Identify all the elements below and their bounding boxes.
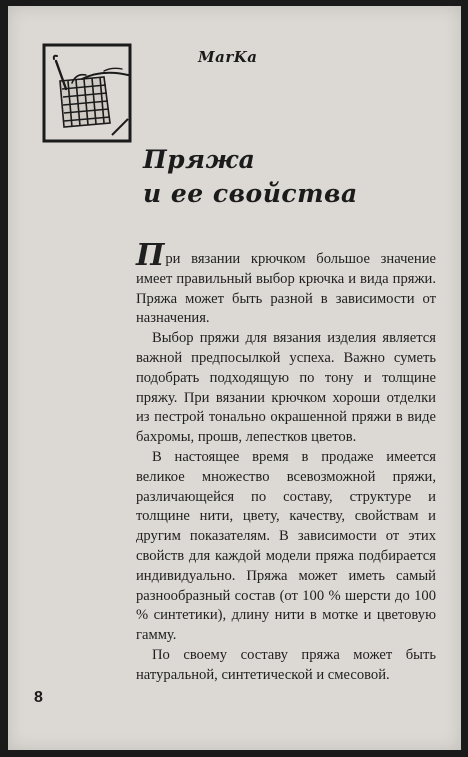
paragraph: Выбор пряжи для вязания изделия является важной предпосылкой успеха. Важно суметь подобрать подходящую по тону и толщине пряжу. При вязании крючком хороши отделки из пестрой тонально окрашенной пряжи в виде бахромы, прошв, лепестков цветов. xyxy=(136,330,436,446)
chapter-title xyxy=(143,143,358,211)
chapter-title-line1: Пряжа xyxy=(143,145,256,174)
paragraph xyxy=(136,238,436,329)
running-head: MarKa xyxy=(198,48,258,66)
crochet-hook-icon xyxy=(42,43,132,143)
body-text xyxy=(136,238,436,686)
page-number: 8 xyxy=(34,689,43,706)
paragraph: В настоящее время в продаже имеется великое множество всевозможной пряжи, различающейся по составу, структуре и толщине нити, цвету, качеству, свойствам и другим показателям. В зависимости от этих свойств для каждой модели пряжа подбирается индивидуально. Пряжа может иметь самый разнообразный состав (от 100 % шерсти до 100 % синтетики), длину нити в мотке и цветовую гамму. xyxy=(136,448,436,644)
paragraph-text: ри вязании крючком большое значение имеет правильный выбор крючка и вида пряжи. Пряжа может быть разной в зависимости от назначения. xyxy=(136,251,436,327)
drop-cap: П xyxy=(136,238,165,273)
book-page xyxy=(8,6,461,750)
paragraph: По своему составу пряжа может быть натуральной, синтетической и смесовой. xyxy=(136,646,436,683)
chapter-title-line2: и ее свойства xyxy=(143,179,358,208)
